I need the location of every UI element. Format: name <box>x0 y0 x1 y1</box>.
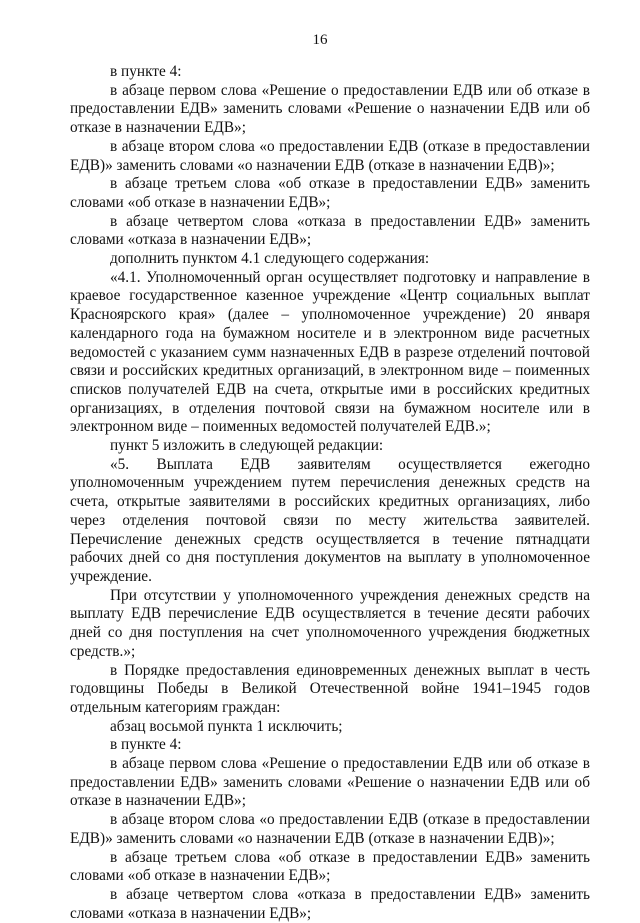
paragraph: в абзаце втором слова «о предоставлении ЕДВ (отказе в предоставлении ЕДВ)» заменить словами «о назначении ЕДВ (отказе в назначении ЕДВ)»; <box>70 811 590 847</box>
paragraph: дополнить пунктом 4.1 следующего содержания: <box>110 250 430 268</box>
paragraph: абзац восьмой пункта 1 исключить; <box>110 717 343 735</box>
paragraph: пункт 5 изложить в следующей редакции: <box>110 437 384 455</box>
paragraph: в пункте 4: <box>110 63 182 80</box>
paragraph: в абзаце четвертом слова «отказа в предоставлении ЕДВ» заменить словами «отказа в назначении ЕДВ»; <box>70 885 590 922</box>
paragraph: в абзаце четвертом слова «отказа в предоставлении ЕДВ» заменить словами «отказа в назначении ЕДВ»; <box>70 212 590 249</box>
paragraph: При отсутствии у уполномоченного учреждения денежных средств на выплату ЕДВ перечисление ЕДВ осуществляется в течение десяти рабочих дней со дня поступления на счет уполномоченного учреждения бюджетных средств.»; <box>70 586 590 660</box>
paragraph: «4.1. Уполномоченный орган осуществляет подготовку и направление в краевое государственное казенное учреждение «Центр социальных выплат Красноярского края» (далее – уполномоченное учреждение) 20 января календарного года на бумажном носителе и в электронном виде расчетных ведомостей с указанием сумм назначенных ЕДВ в разрезе отделений почтовой связи и российских кредитных организаций, в электронном виде – поименных списков получателей ЕДВ на счета, открытые ими в российских кредитных организациях, в отделения почтовой связи на бумажном носителе или в электронном виде – поименных ведомостей получателей ЕДВ.»; <box>70 268 590 436</box>
paragraph: в пункте 4: <box>110 736 182 754</box>
paragraph: в абзаце третьем слова «об отказе в предоставлении ЕДВ» заменить словами «об отказе в назначении ЕДВ»; <box>70 175 590 211</box>
paragraph: в абзаце втором слова «о предоставлении ЕДВ (отказе в предоставлении ЕДВ)» заменить словами «о назначении ЕДВ (отказе в назначении ЕДВ)»; <box>70 137 590 174</box>
document-body <box>70 63 590 923</box>
paragraph: «5. Выплата ЕДВ заявителям осуществляется ежегодно уполномоченным учреждением путем перечисления денежных средств на счета, открытые заявителями в российских кредитных организациях, либо через отделения почтовой связи по месту жительства заявителей. Перечисление денежных средств осуществляется в течение пятнадцати рабочих дней со дня поступления документов на выплату в уполномоченное учреждение. <box>70 455 590 585</box>
paragraph: в Порядке предоставления единовременных денежных выплат в честь годовщины Победы в Великой Отечественной войне 1941–1945 годов отдельным категориям граждан: <box>70 661 590 716</box>
page-number: 16 <box>312 32 328 48</box>
paragraph: в абзаце третьем слова «об отказе в предоставлении ЕДВ» заменить словами «об отказе в назначении ЕДВ»; <box>70 848 590 885</box>
paragraph: в абзаце первом слова «Решение о предоставлении ЕДВ или об отказе в предоставлении ЕДВ» заменить словами «Решение о назначении ЕДВ или об отказе в назначении ЕДВ»; <box>70 81 590 137</box>
paragraph: в абзаце первом слова «Решение о предоставлении ЕДВ или об отказе в предоставлении ЕДВ» заменить словами «Решение о назначении ЕДВ или об отказе в назначении ЕДВ»; <box>70 755 590 810</box>
